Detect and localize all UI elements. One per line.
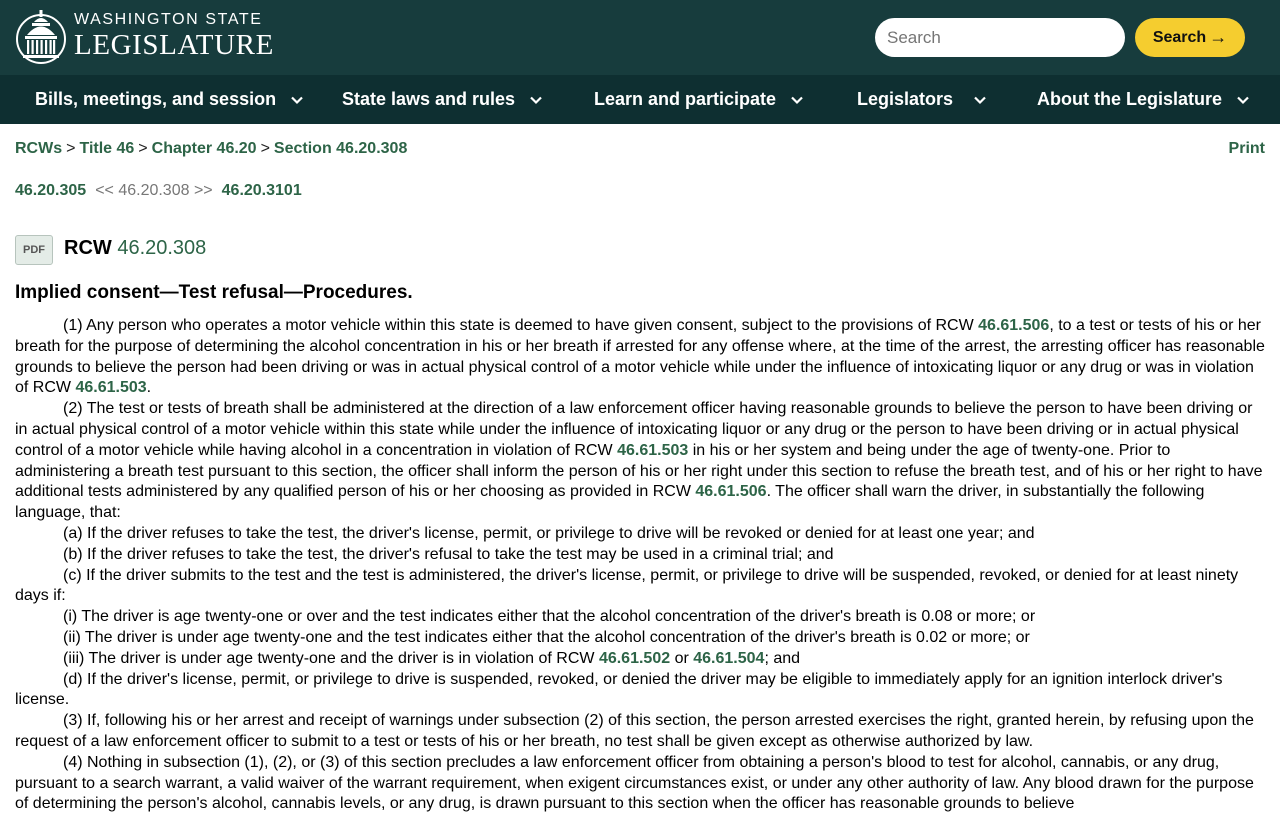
subsection-2c: (c) If the driver submits to the test and the test is administered, the driver's license, permit, or privilege to drive will be suspended, revoked, or denied for at least ninety days if: [15,566,1239,605]
nav-learn-participate[interactable] [594,75,804,124]
breadcrumb-separator: > [66,140,76,157]
breadcrumb-separator: > [260,140,270,157]
nav-label: About the Legislature [1037,89,1223,109]
nav-about-legislature[interactable] [1037,75,1250,124]
pdf-download-button[interactable]: PDF [15,235,53,265]
rcw-link[interactable]: 46.61.506 [978,317,1050,334]
rcw-link[interactable]: 46.61.506 [695,483,767,501]
nav-label: Learn and participate [594,89,777,109]
chevron-down-icon [1236,93,1250,107]
text: (1) Any person who operates a motor vehicle within this state is deemed to have given consent, subject to the provisions of RCW [63,317,979,334]
rcw-link[interactable]: 46.61.503 [75,379,147,397]
text: ; and [764,649,801,667]
subsection-2 [15,399,1267,524]
subsection-2d: (d) If the driver's license, permit, or privilege to drive is suspended, revoked, or denied the driver may be eligible to immediately apply for an ignition interlock driver's license. [15,670,1223,709]
arrow-right-icon: → [1209,27,1228,47]
nav-label: Bills, meetings, and session [35,89,277,109]
site-header [0,0,1280,75]
rcw-link[interactable]: 46.61.503 [617,441,689,459]
search-button[interactable] [1135,18,1245,57]
capitol-dome-icon [14,8,68,64]
subsection-3: (3) If, following his or her arrest and receipt of warnings under subsection (2) of this section, the person arrested exercises the right, granted herein, by refusing upon the request of a law enforcement officer to submit to a test or tests of his or her breath, no test shall be given except as otherwise authorized by law. [15,712,1254,750]
search-button-label: Search [1152,28,1207,46]
breadcrumb-chapter[interactable]: Chapter 46.20 [151,140,257,157]
chevron-down-icon [973,93,987,107]
nav-state-laws-rules[interactable] [342,75,543,124]
rcw-heading [64,237,206,260]
subsection-2b: (b) If the driver refuses to take the test, the driver's refusal to take the test may be used in a criminal trial; and [63,545,834,563]
section-caption: Implied consent—Test refusal—Procedures. [15,282,413,303]
site-logo[interactable] [14,8,274,64]
breadcrumb-title[interactable]: Title 46 [79,140,135,157]
nav-legislators[interactable] [857,75,987,124]
nav-label: State laws and rules [342,89,516,109]
current-section-label: << 46.20.308 >> [95,182,213,199]
breadcrumb [15,140,407,158]
text: . The officer shall warn the driver, in substantially the following language, that: [15,483,1205,522]
subsection-1 [15,316,1267,399]
prev-section-link[interactable]: 46.20.305 [15,182,87,199]
rcw-link[interactable]: 46.61.502 [598,649,671,667]
search-input[interactable] [875,18,1125,57]
subsection-2c-ii: (ii) The driver is under age twenty-one and the test indicates either that the alcohol concentration of the driver's breath is 0.02 or more; or [63,628,1030,646]
subsection-2a: (a) If the driver refuses to take the test, the driver's license, permit, or privilege to drive will be revoked or denied for at least one year; and [63,524,1035,542]
statute-body [15,316,1267,815]
nav-bills-meetings-session[interactable] [35,75,304,124]
text: in his or her system and being under the age of twenty-one. Prior to administering a breath test pursuant to this section, the officer shall inform the person of his or her right under this section to refuse the breath test, and of his or her right to have additional tests administered by any qualified person of his or her choosing as provided in RCW [15,441,1263,501]
section-sequence-nav [15,182,302,200]
text: (2) The test or tests of breath shall be administered at the direction of a law enforcement officer having reasonable grounds to believe the person to have been driving or in actual physical control of a motor vehicle within this state while under the influence of intoxicating liquor or any drug or the person to have been driving or in actual physical control of a motor vehicle while having alcohol in a concentration in violation of RCW [15,400,1253,459]
logo-state-text: WASHINGTON STATE [74,11,263,28]
chevron-down-icon [529,93,543,107]
chevron-down-icon [290,93,304,107]
text: , to a test or tests of his or her breath for the purpose of determining the alcohol concentration in his or her breath if arrested for any offense where, at the time of the arrest, the arresting officer has reasonable grounds to believe the person had been driving or was in actual physical control of a motor vehicle while under the influence of intoxicating liquor or any drug or was in violation of RCW [15,317,1265,397]
nav-label: Legislators [857,89,954,109]
text: or [670,649,694,667]
rcw-prefix: RCW [64,237,112,259]
logo-legislature-text: LEGISLATURE [74,29,274,61]
text: (iii) The driver is under age twenty-one and the driver is in violation of RCW [63,649,599,667]
breadcrumb-section[interactable]: Section 46.20.308 [273,140,408,157]
text: . [146,379,152,397]
subsection-2c-i: (i) The driver is age twenty-one or over and the test indicates either that the alcohol concentration of the driver's breath is 0.08 or more; or [63,608,1036,626]
breadcrumb-separator: > [138,140,148,157]
subsection-2c-iii [15,649,1267,670]
next-section-link[interactable]: 46.20.3101 [221,182,302,199]
rcw-number-link[interactable]: 46.20.308 [117,237,207,259]
chevron-down-icon [790,93,804,107]
rcw-link[interactable]: 46.61.504 [693,649,765,667]
print-link[interactable]: Print [1228,140,1265,157]
subsection-4: (4) Nothing in subsection (1), (2), or (3) of this section precludes a law enforcement officer from obtaining a person's blood to test for alcohol, cannabis, or any drug, pursuant to a search warrant, a valid waiver of the warrant requirement, when exigent circumstances exist, or under any other authority of law. Any blood drawn for the purpose of determining the person's alcohol, cannabis levels, or any drug, is drawn pursuant to this section when the officer has reasonable grounds to believe [15,753,1254,813]
breadcrumb-rcws[interactable]: RCWs [15,140,63,157]
